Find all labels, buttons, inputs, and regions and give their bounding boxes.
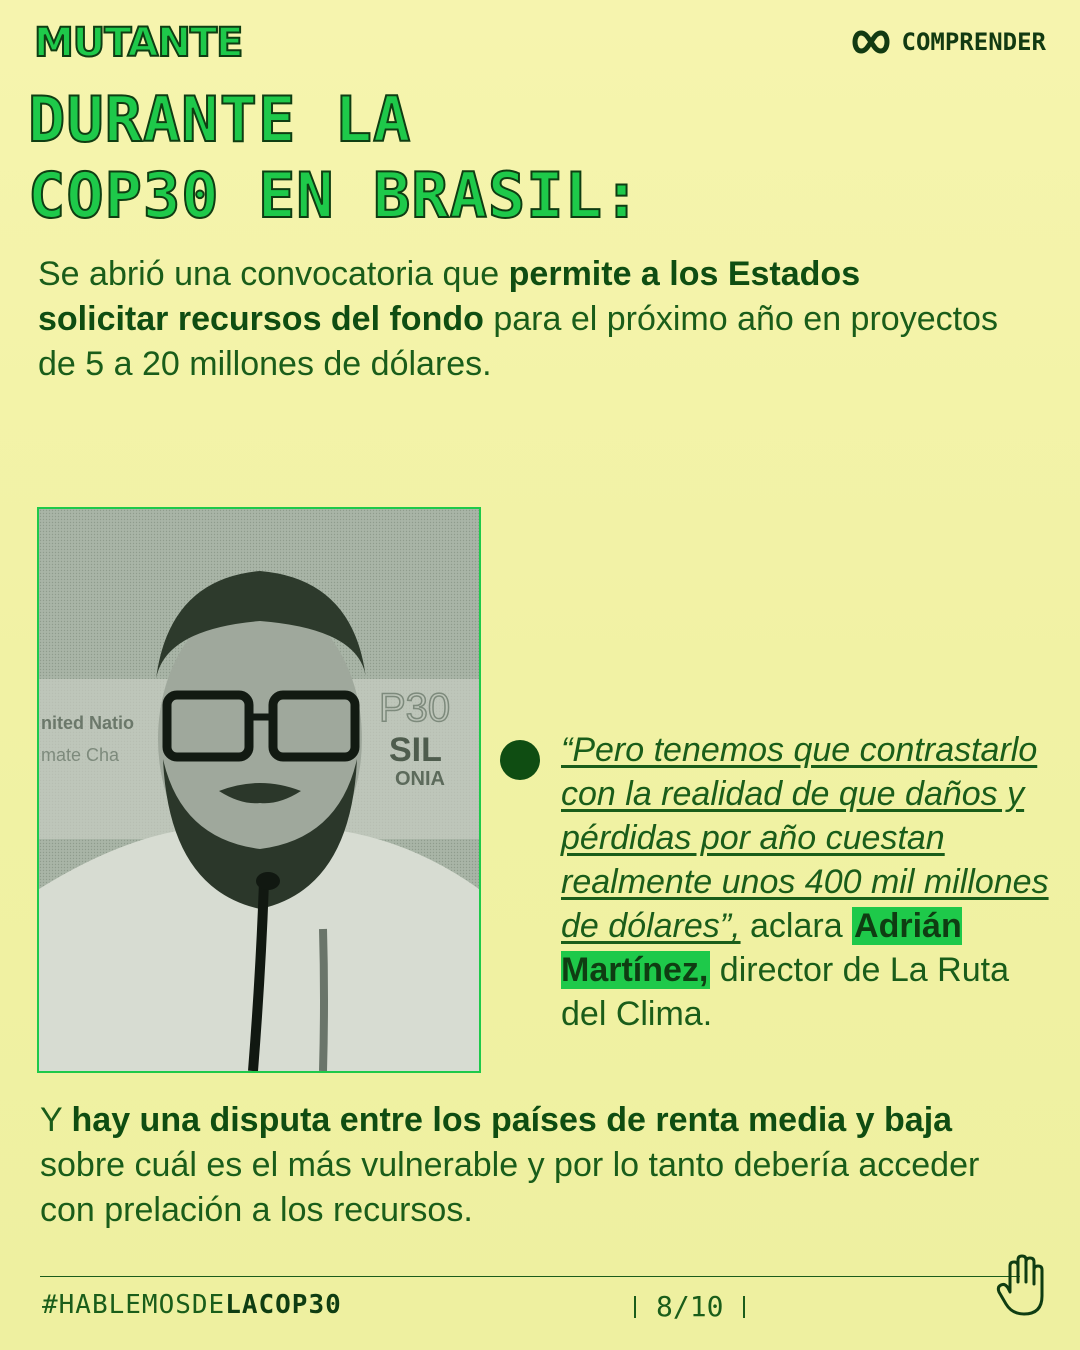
- hand-icon: [996, 1254, 1048, 1318]
- section-tag: [850, 28, 1047, 56]
- backdrop-text: SIL: [389, 731, 442, 769]
- page-number: 8/10: [656, 1290, 724, 1323]
- speaker-photo: [37, 507, 481, 1073]
- intro-text-2: para el próximo año en proyectos de 5 a 20 millones de dólares.: [38, 300, 998, 383]
- quote-block: [561, 728, 1051, 1036]
- backdrop-text: nited Natio: [41, 713, 134, 733]
- intro-paragraph: [38, 252, 998, 387]
- quote-person: Adrián Martínez,: [561, 907, 962, 989]
- backdrop-text: P30: [379, 686, 451, 730]
- intro-text-bold: permite a los Estados solicitar recursos del fondo: [38, 255, 861, 338]
- intro-text-1: Se abrió una convocatoria que: [38, 255, 509, 293]
- quote-role: director de La Ruta del Clima.: [561, 951, 1009, 1033]
- quote-text: “Pero tenemos que contrastarlo con la realidad de que daños y pérdidas por año cuestan realmente unos 400 mil millones de dólares”,: [561, 731, 1049, 945]
- closing-text-1: Y: [40, 1101, 72, 1139]
- divider-bar: [743, 1296, 745, 1318]
- closing-text-bold: hay una disputa entre los países de renta media y baja: [71, 1101, 953, 1139]
- footer-hashtag: [42, 1290, 342, 1320]
- quote-verb: aclara: [740, 907, 853, 945]
- closing-text-2: sobre cuál es el más vulnerable y por lo tanto debería acceder con prelación a los recursos.: [40, 1146, 980, 1229]
- backdrop-text: mate Cha: [41, 745, 120, 765]
- brand-logo: MUTANTE: [34, 20, 243, 66]
- footer-divider: [40, 1276, 1020, 1277]
- headline: [28, 82, 641, 234]
- quote-bullet: [500, 740, 540, 780]
- hashtag-bold: LACOP30: [225, 1290, 342, 1320]
- page-indicator: [634, 1290, 745, 1323]
- hashtag-regular: #HABLEMOSDE: [42, 1290, 226, 1320]
- headline-line-2: COP30 EN BRASIL:: [28, 159, 642, 232]
- divider-bar: [634, 1296, 636, 1318]
- section-label: COMPRENDER: [901, 28, 1046, 56]
- headline-line-1: DURANTE LA: [28, 83, 412, 156]
- closing-paragraph: [40, 1098, 1030, 1233]
- speaker-portrait: [39, 509, 479, 1071]
- infinity-icon: [850, 30, 892, 54]
- backdrop-text: ONIA: [395, 768, 445, 790]
